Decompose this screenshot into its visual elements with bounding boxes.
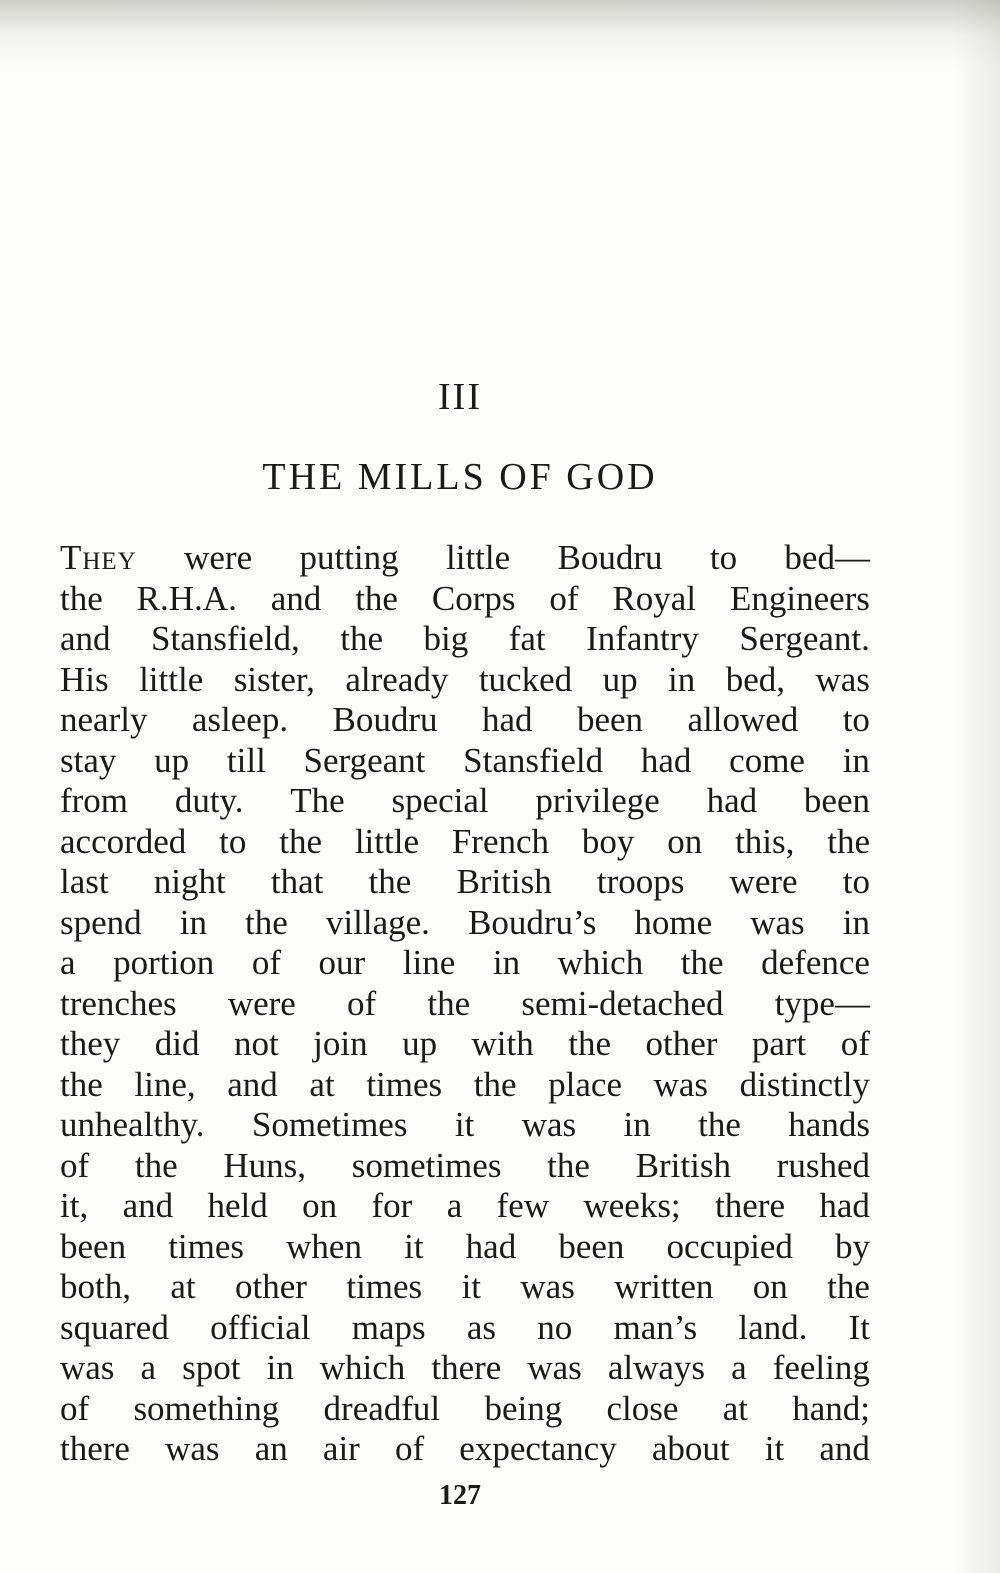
word: about [651,1429,730,1468]
word: Boudru [332,700,438,739]
word: fat [508,619,546,658]
word: in [492,943,521,982]
word: expectancy [459,1429,617,1468]
word: there [60,1429,130,1468]
word: come [729,740,805,780]
word: hand; [792,1388,870,1428]
word: they [60,1024,121,1063]
word: there [431,1348,502,1387]
word: squared [60,1307,169,1347]
word: up [402,1024,438,1063]
word: of [60,1145,90,1185]
word: of [549,578,579,618]
text-line [60,1267,870,1308]
word: of [347,983,377,1023]
word: the [60,578,103,618]
word: distinctly [739,1064,870,1104]
word: our [318,943,366,982]
word: was [750,902,805,942]
word: the [355,578,398,618]
word: and [122,1186,174,1225]
text-line [60,822,870,863]
word: other [645,1024,718,1063]
word: semi-detached [521,983,724,1023]
text-line [60,1348,870,1389]
word: air [322,1429,360,1468]
word: little [139,659,204,699]
word: weeks; [583,1186,681,1225]
text-line [60,1227,870,1268]
lead-word: They [60,538,137,577]
word: It [848,1307,870,1347]
word: asleep. [191,700,289,739]
text-line [60,1146,870,1187]
word: when [286,1226,362,1266]
word: Stansfield, [151,619,300,658]
word: night [153,862,226,901]
word: stay [60,740,117,780]
word: times [168,1226,245,1266]
word: in [179,902,207,942]
word: Engineers [729,578,870,618]
word: which [557,943,644,982]
word: rushed [776,1145,870,1185]
word: being [484,1388,563,1428]
word: British [635,1145,731,1185]
word: troops [596,862,685,901]
text-line [60,1308,870,1349]
word: this, [735,821,795,861]
word: other [235,1267,307,1306]
word: man’s [613,1307,698,1347]
text-line [60,660,870,701]
body-text [60,538,870,1470]
word: from [60,781,129,820]
word: was [527,1348,582,1387]
text-line [60,1186,870,1227]
word: at [309,1064,335,1104]
word: home [634,902,713,942]
text-line [60,1105,870,1146]
word: on [667,821,703,861]
word: Sergeant [303,740,426,780]
text-line [60,700,870,741]
word: it [404,1226,424,1266]
chapter-number: III [438,376,482,418]
word: not [233,1024,279,1063]
text-line [60,619,870,660]
word: the [60,1064,103,1104]
word: times [346,1267,423,1306]
word: few [496,1186,550,1225]
word: till [226,740,266,780]
text-line [60,862,870,903]
word: sometimes [351,1145,502,1185]
word: always [607,1348,706,1387]
word: last [60,862,109,901]
word: was [521,1105,577,1144]
page-top-wear [0,0,1000,70]
word: accorded [60,821,187,861]
word: the [698,1105,741,1144]
word: British [456,862,552,901]
word: Sergeant. [739,619,870,658]
word: both, [60,1267,131,1306]
word: close [606,1388,679,1428]
text-line [60,781,870,822]
word: of [60,1388,90,1428]
word: dreadful [323,1388,441,1428]
word: the [427,983,471,1023]
word: and [227,1064,278,1104]
word: the [368,862,412,901]
word: feeling [772,1348,870,1387]
word: portion [113,943,215,982]
word: the [827,1267,870,1306]
word: the [680,943,724,982]
word: hands [788,1105,870,1144]
word: and [819,1429,870,1468]
word: sister, [233,659,315,699]
word: bed, [725,659,785,699]
word: in [623,1105,651,1144]
word: line [402,943,456,982]
word: there [715,1186,785,1225]
text-line [60,1429,870,1470]
word: at [170,1267,196,1306]
word: a [140,1348,157,1387]
word: Sometimes [251,1105,408,1144]
word: Stansfield [463,740,604,780]
word: had [481,700,533,739]
word: nearly [60,700,148,739]
word: R.H.A. [136,578,237,618]
word: was [60,1348,115,1387]
text-line [60,1065,870,1106]
word: the [568,1024,611,1063]
word: French [451,821,550,861]
text-line [60,903,870,944]
word: the [473,1064,517,1104]
word: did [154,1024,200,1063]
word: it [454,1105,475,1144]
text-line [60,1024,870,1065]
text-line [60,579,870,620]
word: of [840,1024,870,1063]
word: Infantry [586,619,699,658]
word: defence [761,943,870,982]
word: at [722,1388,748,1428]
word: for [371,1186,413,1225]
word: it [461,1267,482,1306]
word: type— [774,983,870,1023]
word: was [165,1429,220,1468]
word: had [819,1186,870,1225]
word: to [219,821,247,861]
word: and [270,578,322,618]
word: up [602,659,638,699]
word: unhealthy. [60,1105,205,1144]
word: on [302,1186,338,1225]
word: the [279,821,322,861]
word: were [184,538,253,577]
word: place [548,1064,622,1104]
word: of [394,1429,425,1468]
word: a [60,943,76,982]
word: had [706,781,758,820]
word: times [366,1064,443,1104]
text-line [60,984,870,1025]
word: which [319,1348,406,1387]
word: the [245,902,288,942]
page-edge-wear [955,0,1000,1573]
chapter-title: THE MILLS OF GOD [262,456,658,498]
word: written [614,1267,714,1306]
word: Royal [612,578,697,618]
word: in [842,902,870,942]
word: the [340,619,384,658]
word: land. [738,1307,808,1347]
word: was [520,1267,575,1306]
word: had [465,1226,517,1266]
word: something [133,1388,280,1428]
word: little [446,538,511,577]
word: to [842,862,870,901]
word: spend [60,902,142,942]
text-line [60,943,870,984]
word: Boudru’s [467,902,597,942]
word: been [803,781,870,820]
word: Boudru [557,538,663,577]
word: privilege [535,781,660,820]
word: official [210,1307,311,1347]
text-line [60,741,870,782]
word: as [466,1307,497,1347]
word: occupied [666,1226,793,1266]
page-number: 127 [439,1480,481,1511]
word: tucked [478,659,573,699]
word: maps [351,1307,426,1347]
word: was [815,659,870,699]
word: the [827,821,870,861]
word: spot [182,1348,241,1387]
word: little [354,821,419,861]
word: The [290,781,345,820]
word: the [547,1145,590,1185]
word: that [270,862,324,901]
word: been [60,1226,127,1266]
word: bed— [784,538,870,577]
word: it [764,1429,785,1468]
word: trenches [60,983,177,1023]
word: were [729,862,798,901]
word: Corps [431,578,516,618]
word: special [391,781,489,820]
word: no [537,1307,573,1347]
word: already [345,659,449,699]
word: Huns, [223,1145,307,1185]
word: on [752,1267,788,1306]
word: in [842,740,870,780]
word: it, [60,1186,89,1225]
word: held [207,1186,268,1225]
word: up [154,740,190,780]
text-line [60,538,870,579]
word: duty. [174,781,244,820]
word: to [709,538,738,577]
word: village. [325,902,430,942]
word: been [576,700,644,739]
word: with [471,1024,534,1063]
word: and [60,619,111,658]
word: putting [299,538,399,577]
word: the [134,1145,178,1185]
word: by [835,1226,870,1266]
word: had [640,740,692,780]
word: was [653,1064,709,1104]
word: boy [581,821,635,861]
word: a [731,1348,747,1387]
word: in [266,1348,294,1387]
word: were [227,983,296,1023]
word: in [668,659,696,699]
word: allowed [687,700,799,739]
word: of [251,943,281,982]
word: line, [134,1064,196,1104]
word: His [60,659,109,699]
word: an [254,1429,288,1468]
word: a [446,1186,463,1225]
word: part [751,1024,807,1063]
word: been [558,1226,625,1266]
text-line [60,1389,870,1430]
word: big [423,619,469,658]
word: to [842,700,870,739]
word: join [313,1024,368,1063]
